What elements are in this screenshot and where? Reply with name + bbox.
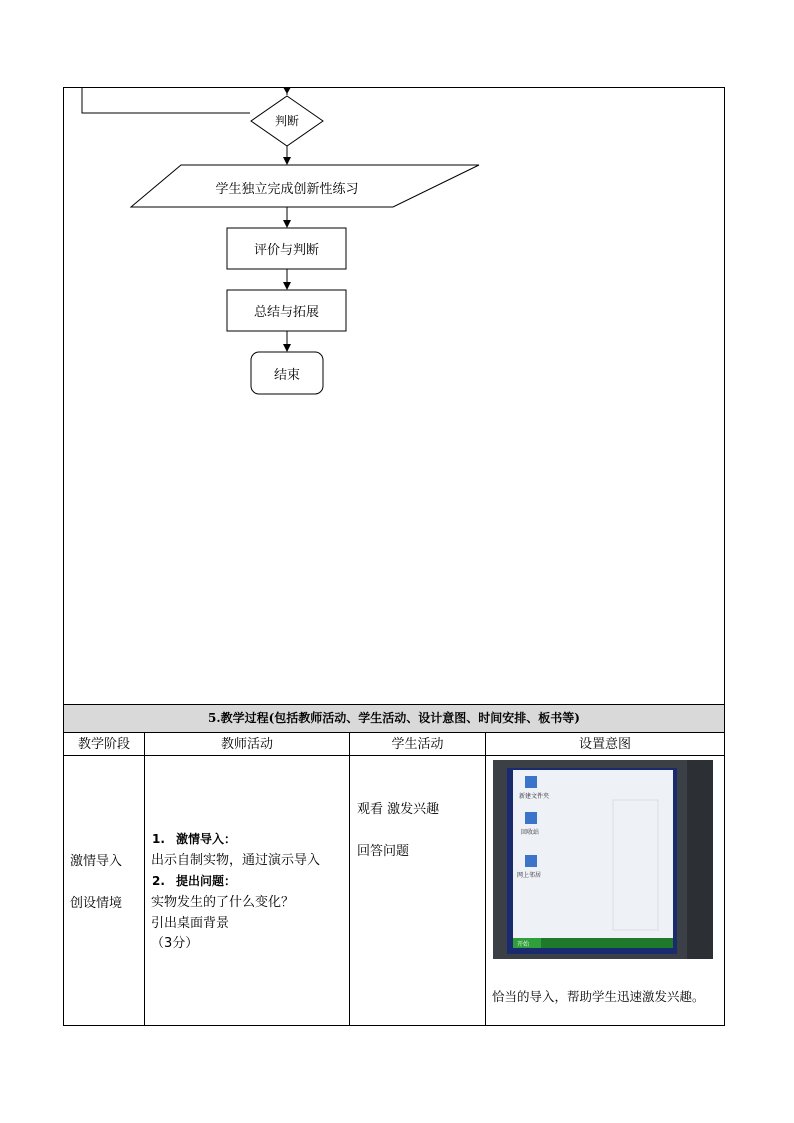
header-intent: 设置意图 [578,737,631,752]
teacher-line-2: 实物发生的了什么变化？ [151,895,295,910]
stage-line-2: 创设情境 [70,896,123,911]
col-divider-1 [144,733,145,1025]
header-student: 学生活动 [391,737,444,752]
header-stage: 教学阶段 [77,737,130,752]
desktop-icon-label-2: 回收站 [521,829,540,836]
teacher-item2-num: 2. [152,874,165,888]
teacher-line-3: 引出桌面背景 [151,916,230,931]
header-divider [64,755,724,756]
teacher-item2-title: 提出问题： [176,874,237,888]
student-line-1: 观看 激发兴趣 [357,802,440,817]
desktop-icon-label-3: 网上邻居 [517,872,542,879]
taskbar-start-label: 开始 [517,941,530,948]
col-divider-3 [485,733,486,1025]
end-label: 结束 [273,368,300,383]
practice-label: 学生独立完成创新性练习 [215,182,359,197]
student-line-2: 回答问题 [357,844,410,859]
evaluate-label: 评价与判断 [253,243,319,258]
col-divider-2 [349,733,350,1025]
header-teacher: 教师活动 [220,737,273,752]
desktop-icon-network [525,855,537,867]
teacher-time: （3分） [151,936,199,951]
teacher-item1-num: 1. [152,832,165,846]
flow-loop-line [82,88,250,113]
desktop-photo [493,760,713,959]
desktop-icon-folder [525,776,537,788]
intent-caption: 恰当的导入，帮助学生迅速激发兴趣。 [492,989,705,1004]
summary-label: 总结与拓展 [253,305,319,320]
teacher-item1-title: 激情导入： [176,832,237,846]
decision-label: 判断 [274,114,299,128]
teacher-line-1: 出示自制实物，通过演示导入 [151,853,321,868]
stage-line-1: 激情导入 [70,854,123,869]
section-title: 5.教学过程(包括教师活动、学生活动、设计意图、时间安排、板书等) [64,704,724,733]
desktop-icon-recycle [525,812,537,824]
desktop-icon-label-1: 新建文件夹 [519,793,550,800]
desktop-photo-graphic [493,760,713,959]
